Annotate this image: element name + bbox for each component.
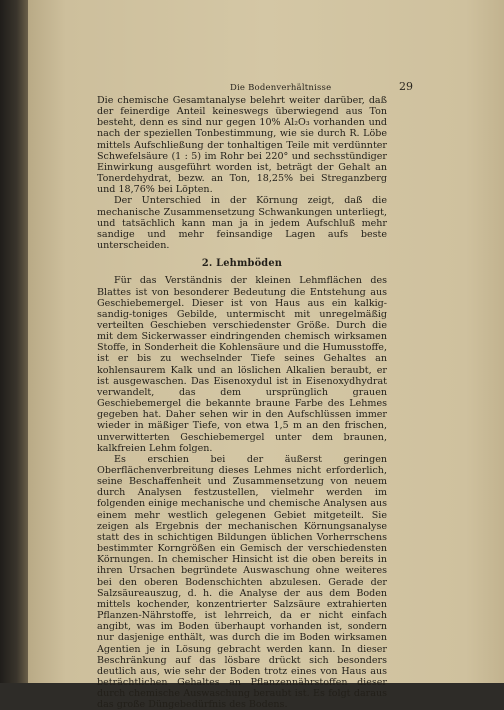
running-header: Die Bodenverhältnisse bbox=[230, 83, 332, 93]
section-heading: 2. Lehmböden bbox=[201, 258, 283, 270]
paragraph-geschiebemergel: Für das Verständnis der kleinen Lehmflächen des Blattes ist von besonderer Bedeutung die Entstehung aus Geschiebemergel. Dieser ist von Haus aus ein kalkig-sandig-toniges Gebilde, untermischt mit unregelmäßig verteilten Geschieben verschiedenster Größe. Durch die mit dem Sickerwasser eindringenden chemisch wirksamen Stoffe, in Sonderheit die Kohlensäure und die Humusstoffe, ist er bis zu wechselnder Tiefe seines Gehaltes an kohlensaurem Kalk und an löslichen Alkalien beraubt, er ist ausgewaschen. Das Eisenoxydul ist in Eisenoxydhydrat verwandelt, das dem ursprünglich grauen Geschiebemergel die bekannte braune Farbe des Lehmes gegeben hat. Daher sehen wir in den Aufschlüssen immer wieder in mäßiger Tiefe, von etwa 1,5 m an den frischen, unverwitterten Geschiebemergel unter dem braunen, kalkfreien Lehm folgen. bbox=[97, 275, 387, 454]
paragraph-koernung: Der Unterschied in der Körnung zeigt, daß die mechanische Zusammensetzung Schwankungen unterliegt, und tatsächlich kann man ja in jedem Aufschluß mehr sandige und mehr feinsandige Lagen aufs beste unterscheiden. bbox=[97, 195, 387, 252]
paragraph-analysen: Es erschien bei der äußerst geringen Oberflächenverbreitung dieses Lehmes nicht erforderlich, seine Beschaffenheit und Zusammensetzung von neuem durch Analysen festzustellen, vielmehr werden im folgenden einige mechanische und chemische Analysen aus einem mehr westlich gelegenen Gebiet mitgeteilt. Sie zeigen als Ergebnis der mechanischen Körnungsanalyse statt des in schichtigen Bildungen üblichen Vorherrschens bestimmter Korngrößen ein Gemisch der verschiedensten Körnungen. In chemischer Hinsicht ist die oben bereits in ihren Ursachen begründete Auswaschung ohne weiteres bei den oberen Bodenschichten abzulesen. Gerade der Salzsäureauszug, d. h. die Analyse der aus dem Boden mittels kochender, konzentrierter Salzsäure extrahierten Pflanzen-Nährstoffe, ist lehrreich, da er nicht einfach angibt, was im Boden überhaupt vorhanden ist, sondern nur dasjenige enthält, was durch die im Boden wirksamen Agentien je in Lösung gebracht werden kann. In dieser Beschränkung auf das lösbare drückt sich besonders deutlich aus, wie sehr der Boden trotz eines von Haus aus beträchtlichen Gehaltes an Pflanzennährstoffen dieser durch chemische Auswaschung beraubt ist. Es folgt daraus das große Düngebedürfnis des Bodens. bbox=[97, 453, 387, 710]
paragraph-tonbestimmung: Die chemische Gesamtanalyse belehrt weiter darüber, daß der feinerdige Anteil keineswegs überwiegend aus Ton besteht, denn es sind nur gegen 10% Al₂O₃ vorhanden und nach der speziellen Tonbestimmung, wie sie durch R. Löbe mittels Aufschließung der tonhaltigen Teile mit verdünnter Schwefelsäure (1 : 5) im Rohr bei 220° und sechsstündiger Einwirkung ausgeführt worden ist, beträgt der Gehalt an Tonerdehydrat, bezw. an Ton, 18,25% bei Streganzberg und 18,76% bei Löpten. bbox=[97, 95, 387, 196]
page-number: 29 bbox=[399, 80, 413, 93]
adjacent-page-edge bbox=[0, 0, 28, 683]
page-body bbox=[97, 95, 387, 710]
